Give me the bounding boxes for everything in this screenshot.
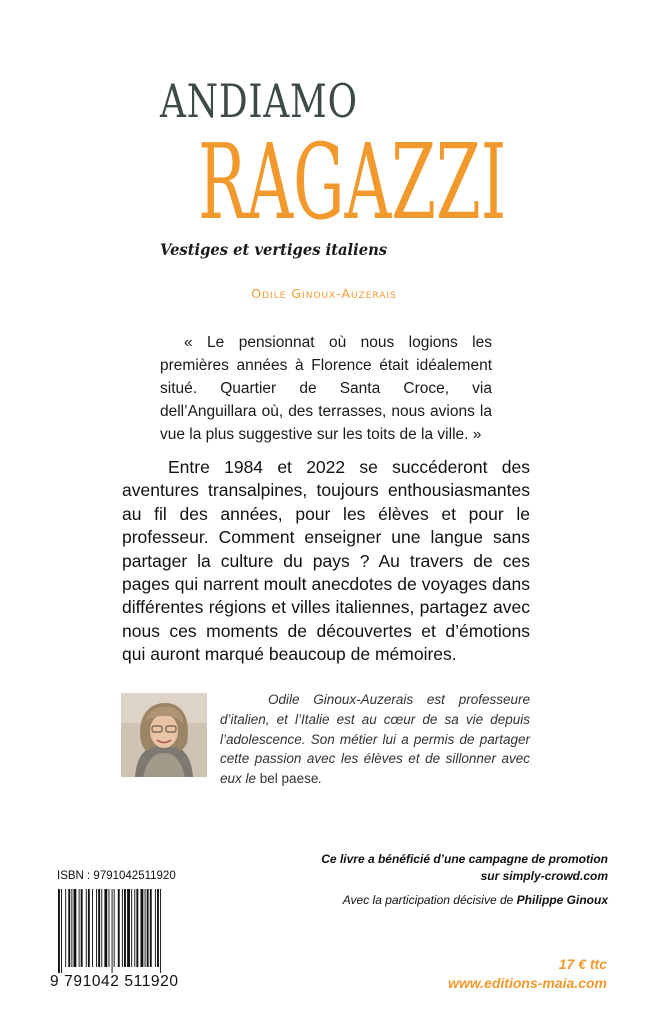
- barcode-bar: [104, 889, 107, 967]
- subtitle: Vestiges et vertiges italiens: [160, 240, 388, 259]
- barcode-bar: [96, 889, 97, 967]
- bio-end: .: [318, 771, 323, 787]
- author-photo: [121, 693, 207, 777]
- title-ragazzi: RAGAZZI: [198, 121, 507, 243]
- barcode-bar: [68, 889, 70, 967]
- barcode-bar: [112, 889, 113, 973]
- barcode-bar: [124, 889, 126, 967]
- barcode-bar: [65, 889, 66, 967]
- book-summary: Entre 1984 et 2022 se succéderont des aventures transalpines, toujours enthousiasmantes au fil des années, pour les élèves et pour le professeur. Comment enseigner une langue sans partager la culture du pays ? Au travers de ces pages qui narrent moult anecdotes de voyages dans différentes régions et villes italiennes, partagez avec nous ces moments de découvertes et d’émotions qui auront marqué beaucoup de mémoires.: [122, 457, 530, 665]
- barcode-bar: [74, 889, 77, 967]
- barcode-bar: [127, 889, 130, 967]
- isbn-label: ISBN : 9791042511920: [57, 870, 176, 882]
- bio-emphasis: bel paese: [259, 771, 319, 787]
- title-andiamo: ANDIAMO: [160, 74, 358, 128]
- barcode-bar: [141, 889, 144, 967]
- barcode-bar: [86, 889, 87, 967]
- barcode-bar: [88, 889, 90, 967]
- barcode-bar: [114, 889, 115, 967]
- barcode-bar: [122, 889, 123, 967]
- barcode-digits: [50, 973, 200, 991]
- barcode-bar: [81, 889, 83, 967]
- barcode-bar: [131, 889, 132, 967]
- participation-prefix: Avec la participation décisive de: [342, 893, 517, 907]
- barcode-bar: [136, 889, 138, 967]
- barcode-bar: [101, 889, 102, 967]
- barcode-bar: [118, 889, 120, 967]
- promo-line2: sur simply-crowd.com: [480, 869, 608, 883]
- barcode-bar: [160, 889, 161, 973]
- barcode-bars: [50, 885, 196, 973]
- participation-name: Philippe Ginoux: [516, 893, 608, 907]
- promo-line1: Ce livre a bénéficié d’une campagne de promotion: [321, 852, 608, 866]
- barcode-bar: [145, 889, 146, 967]
- price: 17 € ttc: [558, 956, 607, 972]
- barcode-bar: [79, 889, 80, 967]
- barcode-bar: [155, 889, 156, 967]
- barcode-bar: [134, 889, 135, 967]
- barcode-bar: [71, 889, 72, 967]
- barcode-bar: [98, 889, 100, 967]
- bio-text: Odile Ginoux-Auzerais est professeure d’italien, et l’Italie est au cœur de sa vie depuis l’adolescence. Son métier lui a permis de partager cette passion avec les élèves et de sillonner avec eux le: [220, 692, 530, 787]
- barcode-bar: [157, 889, 159, 967]
- barcode-bar: [150, 889, 152, 967]
- barcode-bar: [92, 889, 93, 967]
- author-name: Odile Ginoux-Auzerais: [251, 286, 397, 301]
- barcode-bar: [61, 889, 62, 973]
- barcode-digits-group1: 791042: [64, 973, 120, 990]
- publisher-website: www.editions-maia.com: [448, 975, 607, 991]
- barcode-bar: [147, 889, 149, 967]
- barcode-digit-first: 9: [50, 973, 60, 990]
- participation-note: [288, 893, 608, 907]
- barcode-digits-group2: 511920: [124, 973, 179, 990]
- barcode-bar: [109, 889, 110, 967]
- barcode-bar: [58, 889, 60, 973]
- excerpt-quote: « Le pensionnat où nous logions les premières années à Florence était idéalement situé. Quartier de Santa Croce, via dell’Anguillara où, des terrasses, nous avions la vue la plus suggestive sur les toits de la ville. »: [160, 334, 492, 443]
- author-bio: [220, 690, 530, 789]
- promo-note: [288, 851, 608, 885]
